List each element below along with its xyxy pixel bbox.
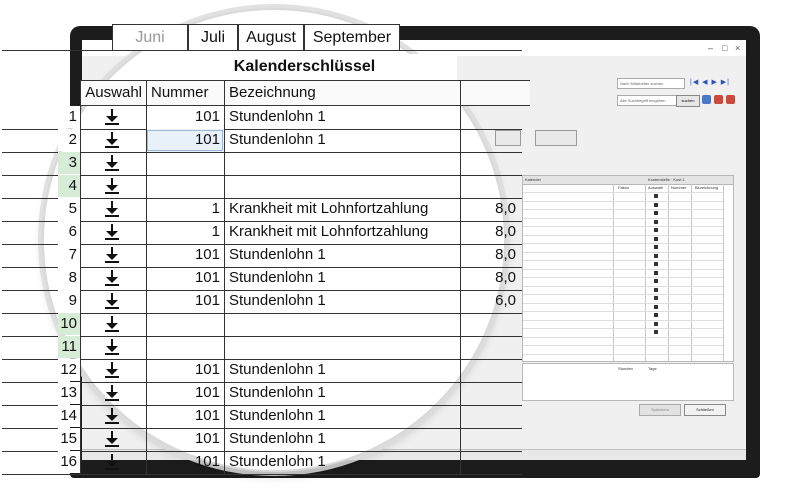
hours-cell[interactable] [460, 106, 530, 129]
select-cell[interactable] [80, 428, 146, 451]
number-cell[interactable]: 1 [146, 221, 224, 244]
download-arrow-icon[interactable] [103, 201, 121, 218]
number-cell[interactable]: 101 [146, 267, 224, 290]
tab-september[interactable]: September [304, 24, 400, 51]
download-arrow-icon[interactable] [103, 408, 121, 425]
table-row[interactable] [2, 106, 522, 130]
row-number: 8 [58, 267, 80, 289]
row-number: 11 [58, 336, 80, 358]
table-row[interactable] [2, 244, 522, 268]
table-row[interactable] [2, 267, 522, 291]
description-cell[interactable]: Stundenlohn 1 [224, 129, 460, 152]
select-cell[interactable] [80, 106, 146, 129]
tab-juli[interactable]: Juli [188, 24, 238, 51]
magnifier-lens [42, 8, 516, 472]
maximize-icon[interactable]: □ [722, 43, 728, 53]
table-row[interactable] [2, 221, 522, 245]
number-cell[interactable]: 1 [146, 198, 224, 221]
hours-cell[interactable] [460, 359, 530, 382]
close-button[interactable]: Schließen [684, 404, 726, 416]
download-arrow-icon[interactable] [103, 132, 121, 149]
number-cell[interactable]: 101 [146, 106, 224, 129]
hours-cell[interactable] [460, 313, 530, 336]
table-row[interactable] [2, 175, 522, 199]
hours-cell[interactable]: 8,0 [460, 221, 530, 244]
row-number: 7 [58, 244, 80, 266]
hours-cell[interactable] [460, 428, 530, 451]
number-cell[interactable] [146, 336, 224, 359]
hours-cell[interactable] [460, 382, 530, 405]
select-cell[interactable] [80, 359, 146, 382]
table-row[interactable] [2, 290, 522, 314]
col-faktor: Faktor [618, 185, 630, 190]
select-cell[interactable] [80, 152, 146, 175]
number-cell[interactable]: 101 [146, 405, 224, 428]
table-row[interactable] [2, 405, 522, 429]
select-cell[interactable] [80, 198, 146, 221]
description-cell[interactable] [224, 152, 460, 175]
close-icon[interactable]: × [735, 43, 741, 53]
download-arrow-icon[interactable] [103, 224, 121, 241]
row-number: 3 [58, 152, 80, 174]
hours-cell[interactable]: 8,0 [460, 244, 530, 267]
description-cell[interactable]: Stundenlohn 1 [224, 267, 460, 290]
description-cell[interactable]: Krankheit mit Lohnfortzahlung [224, 221, 460, 244]
description-cell[interactable]: Stundenlohn 1 [224, 244, 460, 267]
minimize-icon[interactable]: – [708, 43, 714, 53]
table-row[interactable] [2, 359, 522, 383]
number-cell[interactable]: 101 [146, 451, 224, 474]
employee-search-input[interactable]: Nach Mitarbeiter suchen [617, 78, 685, 89]
table-row[interactable] [2, 198, 522, 222]
download-arrow-icon[interactable] [103, 155, 121, 172]
row-number: 12 [58, 359, 80, 381]
hours-cell[interactable]: 6,0 [460, 290, 530, 313]
description-cell[interactable]: Krankheit mit Lohnfortzahlung [224, 198, 460, 221]
select-cell[interactable] [80, 405, 146, 428]
col-bezeichnung: Bezeichnung [695, 185, 719, 190]
grid-header-left: Kalender [525, 177, 542, 182]
header-bezeichnung: Bezeichnung [224, 81, 460, 105]
find-input[interactable]: Alle Suchbegriff eingeben [617, 95, 678, 106]
select-cell[interactable] [80, 129, 146, 152]
hours-cell[interactable] [460, 129, 530, 152]
table-row[interactable] [2, 152, 522, 176]
download-arrow-icon[interactable] [103, 178, 121, 195]
row-number: 6 [58, 221, 80, 243]
download-arrow-icon[interactable] [103, 339, 121, 356]
description-cell[interactable]: Stundenlohn 1 [224, 428, 460, 451]
header-auswahl: Auswahl [80, 81, 146, 105]
header-nummer: Nummer [146, 81, 224, 105]
table-row[interactable] [2, 428, 522, 452]
description-cell[interactable] [224, 313, 460, 336]
table-row[interactable] [2, 382, 522, 406]
subtable-header-stunden: Stunden [618, 366, 633, 371]
description-cell[interactable] [224, 336, 460, 359]
col-auswahl: Auswahl [648, 185, 664, 190]
select-cell[interactable] [80, 244, 146, 267]
table-row[interactable] [2, 313, 522, 337]
table-row[interactable] [2, 451, 522, 475]
row-number: 10 [58, 313, 80, 335]
row-number: 15 [58, 428, 80, 450]
month-tabs [2, 24, 502, 52]
row-number: 5 [58, 198, 80, 220]
download-arrow-icon[interactable] [103, 293, 121, 310]
hours-cell[interactable] [460, 336, 530, 359]
subtable-header-tage: Tage [648, 366, 657, 371]
row-number: 1 [58, 106, 80, 128]
download-arrow-icon[interactable] [103, 362, 121, 379]
number-cell[interactable] [146, 313, 224, 336]
number-cell[interactable]: 101 [146, 244, 224, 267]
download-arrow-icon[interactable] [103, 431, 121, 448]
description-cell[interactable]: Stundenlohn 1 [224, 290, 460, 313]
description-cell[interactable]: Stundenlohn 1 [224, 359, 460, 382]
select-cell[interactable] [80, 267, 146, 290]
select-cell[interactable] [80, 290, 146, 313]
select-cell[interactable] [80, 451, 146, 474]
number-cell[interactable] [146, 175, 224, 198]
select-cell[interactable] [80, 313, 146, 336]
row-number: 2 [58, 129, 80, 151]
select-cell[interactable] [80, 336, 146, 359]
row-number: 4 [58, 175, 80, 197]
header-stunden [460, 81, 530, 105]
download-arrow-icon[interactable] [103, 247, 121, 264]
row-number: 16 [58, 451, 80, 473]
number-cell[interactable]: 101 [146, 382, 224, 405]
download-arrow-icon[interactable] [103, 316, 121, 333]
hours-cell[interactable] [460, 175, 530, 198]
download-arrow-icon[interactable] [103, 385, 121, 402]
number-cell[interactable]: 101 [146, 290, 224, 313]
number-cell[interactable] [146, 152, 224, 175]
hours-cell[interactable] [460, 451, 530, 474]
table-row[interactable] [2, 129, 522, 153]
description-cell[interactable]: Stundenlohn 1 [224, 106, 460, 129]
save-button[interactable]: Speichern [639, 404, 681, 416]
table-header [80, 80, 530, 106]
hours-cell[interactable] [460, 405, 530, 428]
table-row[interactable] [2, 336, 522, 360]
number-cell[interactable]: 101 [146, 359, 224, 382]
row-number: 13 [58, 382, 80, 404]
description-cell[interactable]: Stundenlohn 1 [224, 382, 460, 405]
number-cell[interactable]: 101 [146, 428, 224, 451]
number-cell[interactable]: 101 [146, 129, 224, 152]
row-number: 14 [58, 405, 80, 427]
download-arrow-icon[interactable] [103, 270, 121, 287]
grid-header-right: Kostenstelle · Kost 1 [648, 177, 685, 182]
table-title: Kalenderschlüssel [152, 54, 457, 80]
hours-cell[interactable]: 8,0 [460, 267, 530, 290]
record-navigation-icons[interactable]: |◀ ◀ ▶ ▶| [690, 79, 731, 86]
tab-august[interactable]: August [238, 24, 304, 51]
row-number: 9 [58, 290, 80, 312]
hours-cell[interactable]: 8,0 [460, 198, 530, 221]
download-arrow-icon[interactable] [103, 109, 121, 126]
download-arrow-icon[interactable] [103, 454, 121, 471]
description-cell[interactable] [224, 175, 460, 198]
select-cell[interactable] [80, 175, 146, 198]
find-button[interactable]: suchen [676, 95, 700, 107]
select-cell[interactable] [80, 382, 146, 405]
select-cell[interactable] [80, 221, 146, 244]
tab-underline [2, 50, 522, 51]
hours-cell[interactable] [460, 152, 530, 175]
description-cell[interactable]: Stundenlohn 1 [224, 451, 460, 474]
description-cell[interactable]: Stundenlohn 1 [224, 405, 460, 428]
col-nummer: Nummer [671, 185, 687, 190]
tab-juni[interactable]: Juni [112, 24, 188, 51]
